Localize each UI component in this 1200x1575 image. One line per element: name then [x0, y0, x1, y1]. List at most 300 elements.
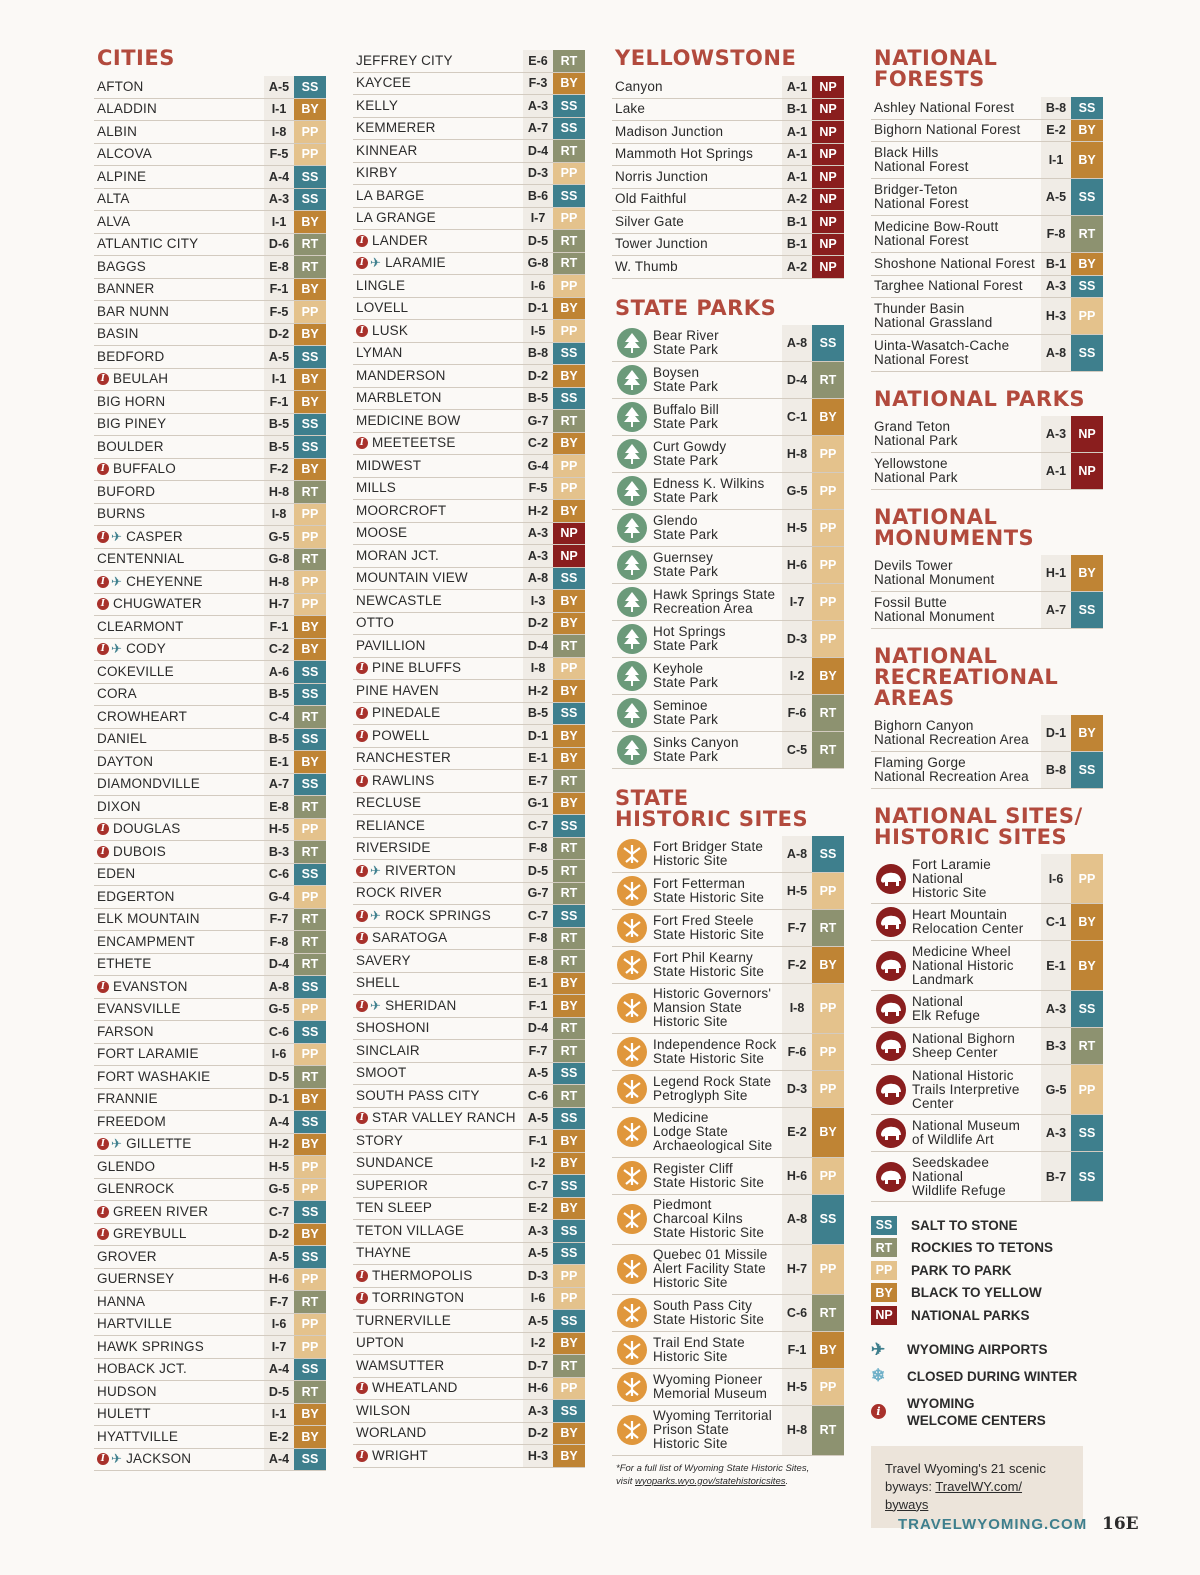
item-label: KIRBY [356, 165, 398, 181]
grid-ref: I-6 [1041, 854, 1071, 903]
list-item [94, 1314, 326, 1337]
item-label: Guernsey State Park [653, 549, 719, 579]
grid-ref: A-6 [264, 661, 294, 683]
list-item [94, 729, 326, 752]
grid-ref: F-3 [523, 73, 553, 95]
tree-icon [617, 365, 647, 395]
item-label: MORAN JCT. [356, 547, 439, 563]
item-label: BUFORD [97, 483, 156, 499]
airplane-icon: ✈ [111, 1451, 123, 1467]
byway-badge: SS [553, 1063, 585, 1085]
grid-ref: E-1 [523, 748, 553, 770]
item-label: FORT LARAMIE [97, 1046, 199, 1062]
item-name [94, 796, 264, 818]
list-item [94, 1269, 326, 1292]
info-icon: I [97, 846, 109, 858]
item-label: Shoshone National Forest [874, 255, 1035, 271]
grid-ref: E-1 [1041, 941, 1071, 990]
national-monuments-list [871, 555, 1103, 629]
item-label: Wyoming Pioneer Memorial Museum [653, 1371, 768, 1401]
byway-badge: RT [553, 1355, 585, 1377]
byway-badge: RT [812, 1406, 844, 1455]
grid-ref: B-3 [264, 841, 294, 863]
item-label: MARBLETON [356, 390, 442, 406]
byway-badge: RT [553, 883, 585, 905]
grid-ref: A-4 [264, 1111, 294, 1133]
item-label: TURNERVILLE [356, 1312, 451, 1328]
list-item [94, 706, 326, 729]
item-label: Bighorn Canyon National Recreation Area [874, 718, 1029, 747]
list-item [353, 680, 585, 703]
byway-badge: RT [294, 549, 326, 571]
item-label: South Pass City State Historic Site [653, 1297, 765, 1327]
item-name [94, 931, 264, 953]
item-name [612, 584, 782, 620]
grid-ref: H-6 [782, 1158, 812, 1194]
item-label: COKEVILLE [97, 663, 174, 679]
grid-ref: D-4 [264, 954, 294, 976]
grid-ref: E-8 [264, 796, 294, 818]
recreation-areas-heading: NATIONAL RECREATIONAL AREAS [874, 644, 1059, 710]
grid-ref: D-7 [523, 1355, 553, 1377]
item-name [94, 1426, 264, 1448]
item-label: OTTO [356, 615, 395, 631]
marker-icons [356, 907, 382, 923]
list-item [612, 234, 844, 257]
byway-badge: BY [294, 211, 326, 233]
tree-icon [617, 328, 647, 358]
grid-ref: H-8 [264, 481, 294, 503]
item-label: Boysen State Park [653, 364, 719, 394]
grid-ref: B-1 [782, 234, 812, 256]
list-item [612, 1295, 844, 1332]
cities-continued-list [353, 50, 585, 1468]
legend-item [871, 1237, 1103, 1260]
item-label: DIXON [97, 798, 141, 814]
byway-badge: SS [553, 1400, 585, 1422]
byway-badge: BY [294, 1404, 326, 1426]
byways-link[interactable]: TravelWY.com/ [935, 1478, 1023, 1494]
list-item [94, 1066, 326, 1089]
airplane-icon: ✈ [370, 862, 382, 878]
byway-badge: SS [812, 836, 844, 872]
grid-ref: G-8 [264, 549, 294, 571]
list-item [353, 905, 585, 928]
item-label: HANNA [97, 1293, 146, 1309]
grid-ref: H-5 [782, 510, 812, 546]
byway-badge: BY [1071, 253, 1103, 275]
item-name [871, 752, 1041, 788]
item-label: LINGLE [356, 277, 406, 293]
list-item [353, 1355, 585, 1378]
list-item [353, 1175, 585, 1198]
item-label: CHEYENNE [126, 573, 203, 589]
byway-badge: PP [553, 1378, 585, 1400]
grid-ref: I-7 [523, 208, 553, 230]
bison-icon [876, 1162, 906, 1192]
parks-sites-column [612, 48, 844, 1488]
list-item [353, 523, 585, 546]
item-label: BURNS [97, 506, 146, 522]
byway-badge: PP [294, 999, 326, 1021]
item-label: DUBOIS [113, 843, 166, 859]
list-item [94, 1449, 326, 1472]
grid-ref: I-6 [523, 275, 553, 297]
info-icon: I [356, 730, 368, 742]
item-name [94, 1201, 264, 1223]
byway-badge: RT [553, 838, 585, 860]
info-icon: I [97, 1206, 109, 1218]
item-name [353, 793, 523, 815]
fort-icon [617, 876, 647, 906]
item-label: RIVERTON [385, 862, 456, 878]
grid-ref: I-2 [523, 1333, 553, 1355]
list-item [612, 621, 844, 658]
item-label: Legend Rock State Petroglyph Site [653, 1073, 772, 1103]
info-icon: I [97, 463, 109, 475]
grid-ref: E-1 [523, 973, 553, 995]
item-name [871, 179, 1041, 215]
byway-badge: PP [812, 621, 844, 657]
byway-badge: BY [1071, 715, 1103, 751]
list-item [612, 362, 844, 399]
item-name [94, 234, 264, 256]
item-label: BIG HORN [97, 393, 166, 409]
fort-icon [617, 1117, 647, 1147]
item-name [612, 76, 782, 98]
item-name [94, 1269, 264, 1291]
list-item [353, 208, 585, 231]
item-label: HARTVILLE [97, 1316, 173, 1332]
byway-badge: RT [294, 954, 326, 976]
marker-icons [356, 437, 368, 449]
info-icon: I [356, 437, 368, 449]
list-item [94, 346, 326, 369]
grid-ref: C-2 [523, 433, 553, 455]
list-item [94, 999, 326, 1022]
legend-item [871, 1282, 1103, 1305]
grid-ref: B-1 [782, 99, 812, 121]
national-column [871, 48, 1103, 1528]
list-item [94, 1021, 326, 1044]
grid-ref: B-5 [264, 436, 294, 458]
byway-badge: SS [294, 684, 326, 706]
grid-ref: A-2 [782, 256, 812, 278]
list-item [94, 414, 326, 437]
item-label: GREEN RIVER [113, 1203, 209, 1219]
national-monuments-heading: NATIONAL MONUMENTS [874, 505, 1035, 550]
item-name [94, 616, 264, 638]
byway-badge: SS [1071, 179, 1103, 215]
list-item [94, 526, 326, 549]
historic-sites-link[interactable]: wyoparks.wyo.gov/statehistoricsites [635, 1475, 786, 1487]
grid-ref: B-1 [1041, 253, 1071, 275]
byway-badge: BY [812, 399, 844, 435]
marker-icons [356, 1112, 368, 1124]
marker-icons [97, 1206, 109, 1218]
list-item [94, 1224, 326, 1247]
byway-badge: PP [294, 1314, 326, 1336]
item-name [94, 391, 264, 413]
grid-ref: A-4 [264, 1449, 294, 1471]
list-item [94, 391, 326, 414]
item-name [353, 815, 523, 837]
item-label: BEDFORD [97, 348, 165, 364]
byway-badge: RT [294, 256, 326, 278]
item-name [94, 684, 264, 706]
marker-icons [97, 981, 109, 993]
item-name [94, 1449, 264, 1471]
item-name [353, 1220, 523, 1242]
list-item [94, 616, 326, 639]
item-label: Mammoth Hot Springs [615, 146, 754, 162]
byway-badge: RT [553, 410, 585, 432]
info-icon: I [356, 257, 368, 269]
grid-ref: F-1 [264, 616, 294, 638]
item-label: WILSON [356, 1402, 411, 1418]
item-label: ROCK RIVER [356, 885, 443, 901]
list-item [612, 732, 844, 769]
grid-ref: I-7 [264, 1336, 294, 1358]
list-item [612, 121, 844, 144]
grid-ref: I-8 [264, 121, 294, 143]
item-label: LA GRANGE [356, 210, 436, 226]
grid-ref: C-2 [264, 639, 294, 661]
list-item [353, 73, 585, 96]
item-name [94, 864, 264, 886]
historic-sites-note: *For a full list of Wyoming State Historic Sites, visit wyoparks.wyo.gov/statehistoricsites. [616, 1462, 810, 1487]
item-label: CROWHEART [97, 708, 188, 724]
grid-ref: H-5 [782, 1369, 812, 1405]
list-item [353, 1445, 585, 1468]
item-name [94, 211, 264, 233]
list-item [94, 796, 326, 819]
byway-badge: SS [1071, 991, 1103, 1027]
item-name [94, 346, 264, 368]
bison-icon [876, 1031, 906, 1061]
item-label: HAWK SPRINGS [97, 1338, 204, 1354]
item-label: LOVELL [356, 300, 409, 316]
list-item [871, 416, 1103, 453]
marker-icons [356, 235, 368, 247]
item-name [353, 388, 523, 410]
byway-badge: PP [294, 886, 326, 908]
grid-ref: F-5 [264, 301, 294, 323]
grid-ref: D-1 [523, 725, 553, 747]
byway-badge: SS [1071, 335, 1103, 371]
grid-ref: D-1 [523, 298, 553, 320]
item-name [94, 954, 264, 976]
byway-badge: RT [294, 796, 326, 818]
item-label: Fort Fred Steele State Historic Site [653, 912, 765, 942]
item-name [871, 941, 1041, 990]
item-name [353, 253, 523, 275]
item-label: SOUTH PASS CITY [356, 1087, 480, 1103]
list-item [94, 1381, 326, 1404]
item-name [353, 298, 523, 320]
list-item [612, 166, 844, 189]
byway-badge: BY [294, 99, 326, 121]
grid-ref: F-6 [782, 1034, 812, 1070]
item-label: Ashley National Forest [874, 99, 1015, 115]
grid-ref: D-2 [264, 324, 294, 346]
item-name [353, 410, 523, 432]
list-item [612, 1071, 844, 1108]
list-item [353, 568, 585, 591]
byway-badge: BY [294, 1134, 326, 1156]
grid-ref: F-1 [782, 1332, 812, 1368]
byway-badge: BY [812, 1108, 844, 1157]
list-item [353, 185, 585, 208]
byway-badge: SS [294, 864, 326, 886]
item-name [94, 526, 264, 548]
item-name [612, 189, 782, 211]
byway-badge: BY [1071, 941, 1103, 990]
info-icon: I [97, 598, 109, 610]
list-item [612, 910, 844, 947]
grid-ref: I-8 [782, 984, 812, 1033]
byway-badge: RT [553, 770, 585, 792]
item-label: Medicine Bow-Routt National Forest [874, 219, 999, 248]
item-label: ROCK SPRINGS [385, 907, 492, 923]
info-icon: I [356, 1270, 368, 1282]
info-icon: i [871, 1404, 886, 1419]
grid-ref: A-8 [523, 568, 553, 590]
grid-ref: D-4 [782, 362, 812, 398]
recreation-areas-list [871, 715, 1103, 789]
item-name [353, 1108, 523, 1130]
item-name [94, 571, 264, 593]
list-item [94, 841, 326, 864]
list-item [871, 216, 1103, 253]
item-name [612, 473, 782, 509]
byway-badge: NP [812, 234, 844, 256]
grid-ref: F-5 [264, 144, 294, 166]
byway-badge: SS [294, 189, 326, 211]
item-name [94, 774, 264, 796]
list-item [871, 1065, 1103, 1115]
grid-ref: A-8 [1041, 335, 1071, 371]
grid-ref: C-4 [264, 706, 294, 728]
grid-ref: H-2 [523, 680, 553, 702]
byway-badge: BY [1071, 142, 1103, 178]
item-name [94, 121, 264, 143]
grid-ref: A-4 [264, 166, 294, 188]
grid-ref: G-7 [523, 410, 553, 432]
list-item [94, 1426, 326, 1449]
grid-ref: D-3 [523, 163, 553, 185]
list-item [612, 1369, 844, 1406]
legend-badge: BY [871, 1283, 897, 1302]
list-item [353, 433, 585, 456]
grid-ref: A-3 [523, 523, 553, 545]
grid-ref: F-1 [523, 995, 553, 1017]
item-label: WORLAND [356, 1425, 427, 1441]
item-label: RAWLINS [372, 772, 435, 788]
item-name [612, 836, 782, 872]
list-item [94, 594, 326, 617]
list-item [94, 234, 326, 257]
item-label: BANNER [97, 281, 155, 297]
item-name [94, 1246, 264, 1268]
byway-badge: PP [553, 163, 585, 185]
grid-ref: F-7 [264, 909, 294, 931]
marker-icons [356, 707, 368, 719]
byway-badge: RT [553, 230, 585, 252]
item-label: ATLANTIC CITY [97, 236, 199, 252]
item-label: GROVER [97, 1248, 157, 1264]
list-item [612, 325, 844, 362]
marker-icons [97, 373, 109, 385]
item-label: BUFFALO [113, 461, 176, 477]
item-name [94, 1336, 264, 1358]
byway-badge: NP [812, 211, 844, 233]
byway-badge: SS [553, 185, 585, 207]
item-label: Register Cliff State Historic Site [653, 1160, 765, 1190]
cities-heading: CITIES [97, 46, 175, 70]
item-label: Quebec 01 Missile Alert Facility State Historic Site [653, 1247, 768, 1290]
byway-badge: NP [812, 99, 844, 121]
item-label: THERMOPOLIS [372, 1267, 473, 1283]
item-label: Yellowstone National Park [874, 456, 958, 485]
grid-ref: A-1 [782, 121, 812, 143]
info-icon: I [356, 1450, 368, 1462]
item-label: RIVERSIDE [356, 840, 431, 856]
item-label: Keyhole State Park [653, 660, 719, 690]
item-name [353, 1333, 523, 1355]
list-item [353, 1423, 585, 1446]
item-label: FORT WASHAKIE [97, 1068, 211, 1084]
grid-ref: A-4 [264, 1359, 294, 1381]
byway-badge: RT [294, 481, 326, 503]
item-name [353, 163, 523, 185]
list-item [353, 1310, 585, 1333]
byway-badge: RT [553, 1085, 585, 1107]
byway-badge: RT [553, 1040, 585, 1062]
item-name [353, 208, 523, 230]
list-item [871, 941, 1103, 991]
item-label: CLEARMONT [97, 618, 184, 634]
item-name [353, 50, 523, 72]
item-label: DIAMONDVILLE [97, 776, 200, 792]
item-label: Devils Tower National Monument [874, 558, 995, 587]
item-label: Historic Governors' Mansion State Historic Site [653, 986, 772, 1029]
list-item [94, 1201, 326, 1224]
footer-site[interactable]: TRAVELWYOMING.COM [898, 1516, 1088, 1533]
item-name [871, 555, 1041, 591]
item-label: LYMAN [356, 345, 403, 361]
grid-ref: G-5 [264, 526, 294, 548]
legend-badge: RT [871, 1238, 897, 1257]
list-item [94, 1291, 326, 1314]
grid-ref: A-5 [523, 1063, 553, 1085]
list-item [353, 320, 585, 343]
marker-icons [97, 1228, 109, 1240]
bison-icon [876, 907, 906, 937]
item-label: ENCAMPMENT [97, 933, 196, 949]
byway-badge: PP [812, 984, 844, 1033]
byway-badge: SS [553, 118, 585, 140]
item-name [94, 166, 264, 188]
info-icon: I [356, 932, 368, 944]
fort-icon [617, 1415, 647, 1445]
byway-badge: PP [294, 301, 326, 323]
legend-item [871, 1304, 1103, 1327]
item-label: GLENDO [97, 1158, 156, 1174]
list-item [871, 253, 1103, 276]
item-name [612, 947, 782, 983]
yellowstone-heading: YELLOWSTONE [615, 46, 797, 70]
